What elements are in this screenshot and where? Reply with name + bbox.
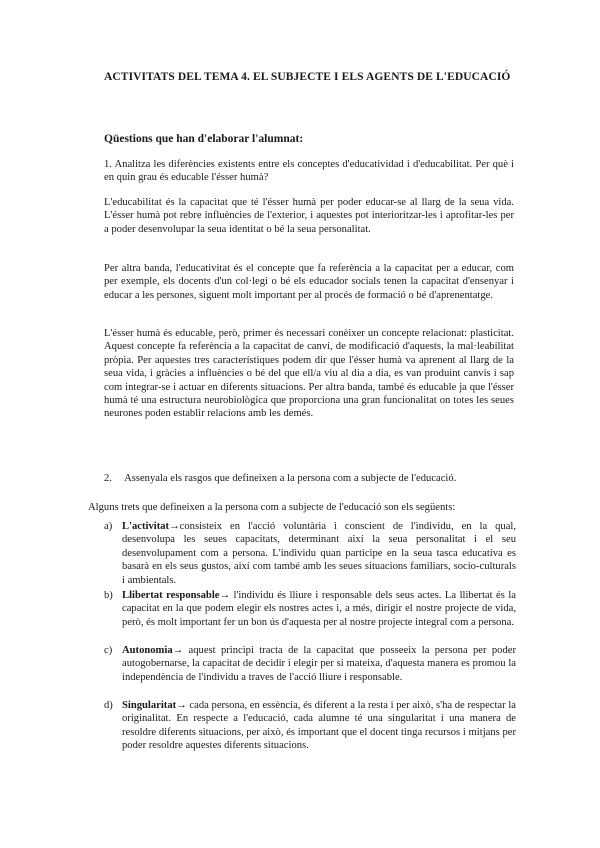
list-item-letter: c): [104, 645, 113, 656]
list-item-letter: b): [104, 590, 113, 601]
question-1: 1. Analitza les diferències existents entre els conceptes d'educatividad i d'educabilitat. Per què i en quin grau és educable l'ésser humà?: [104, 159, 514, 184]
list-item-letter: d): [104, 700, 113, 711]
list-intro: Alguns trets que defineixen a la persona com a subjecte de l'educació son els següents:: [88, 502, 456, 513]
question-2-number: 2.: [104, 473, 112, 484]
arrow-icon: →: [169, 521, 180, 532]
list-item-autonomia: [104, 644, 516, 684]
list-item-singularitat: [104, 699, 516, 753]
list-item-text: consisteix en l'acció voluntària i conscient de l'individu, en la qual, desenvolupa les seues capacitats, determinant així la seua personalitat i el seu desenvolupament com a persona. L'individu quan participe en la seua tasca educativa es basarà en els seus gustos, així com també amb les seues situacions familiars, socio-culturals i ambientals.: [122, 521, 516, 586]
list-item-text: l'individu és lliure i responsable dels seus actes. La llibertat és la capacitat en la que podem elegir els nostres actes i, a més, dirigir el nostre projecte de vida, però, és molt important fer un bon ús d'aquesta per al nostre projecte integral com a persona.: [122, 590, 516, 628]
list-item-text: cada persona, en essència, és diferent a la resta i per això, s'ha de respectar la originalitat. En respecte a l'educació, cada alumne té una singularitat i una manera de resoldre diferents situacions, per això, és important que el docent tinga recursos i mitjans per poder resoldre aquestes diferents situacions.: [122, 700, 516, 752]
arrow-icon: →: [219, 590, 231, 601]
list-item-letter: a): [104, 521, 113, 532]
arrow-icon: →: [176, 700, 187, 711]
document-title: ACTIVITATS DEL TEMA 4. EL SUBJECTE I ELS AGENTS DE L'EDUCACIÓ: [104, 71, 511, 83]
questions-heading: Qüestions que han d'elaborar l'alumnat:: [104, 133, 304, 145]
list-item-activitat: [104, 520, 516, 587]
answer-paragraph-2: Per altra banda, l'educativitat és el concepte que fa referència a la capacitat per a educar, com per exemple, els docents d'un col·legi o bé els educador socials tenen la capacitat d'ensenyar i educar a les persones, siguent molt important per al procés de formació o bé d'aprenentatge.: [104, 263, 514, 301]
arrow-icon: →: [172, 645, 184, 656]
answer-paragraph-1: L'educabilitat és la capacitat que té l'ésser humà per poder educar-se al llarg de la seua vida. L'ésser humà pot rebre influències de l'exterior, i aquestes pot interioritzar-les i aprofitar-les per a poder desenvolupar la seua identitat o bé la seua personalitat.: [104, 197, 514, 235]
answer-paragraph-3: L'ésser humà és educable, però, primer és necessari conèixer un concepte relacionat: plasticitat. Aquest concepte fa referència a la capacitat de canvi, de modificació d'aquests, la mal·leabilitat pròpia. Per aquestes tres característiques podem dir que l'ésser humà va aprenent al llarg de la seua vida, i gràcies a influències o bé del que ell/a viu al dia a dia, es van produint canvis i sap com integrar-se i actuar en diferents situacions. Per altra banda, també és educable ja que l'ésser humà té una estructura neurobiològica que proporciona una gran funcionalitat on totes les seues neurones poden establir relacions amb les demés.: [104, 328, 514, 420]
list-item-llibertat: [104, 589, 516, 629]
list-item-term: L'activitat: [122, 521, 170, 532]
list-item-term: Llibertat responsable: [122, 590, 220, 601]
list-item-term: Singularitat: [122, 700, 177, 711]
question-2: [104, 472, 514, 485]
list-item-term: Autonomia: [122, 645, 173, 656]
question-2-text: Assenyala els rasgos que defineixen a la persona com a subjecte de l'educació.: [124, 473, 457, 484]
list-item-text: aquest principi tracta de la capacitat que posseeix la persona per poder autogobernarse, la capacitat de decidir i elegir per si mateixa, d'aquesta manera es promou la independència de l'individu a traves de l'acció lliure i responsable.: [122, 645, 516, 683]
